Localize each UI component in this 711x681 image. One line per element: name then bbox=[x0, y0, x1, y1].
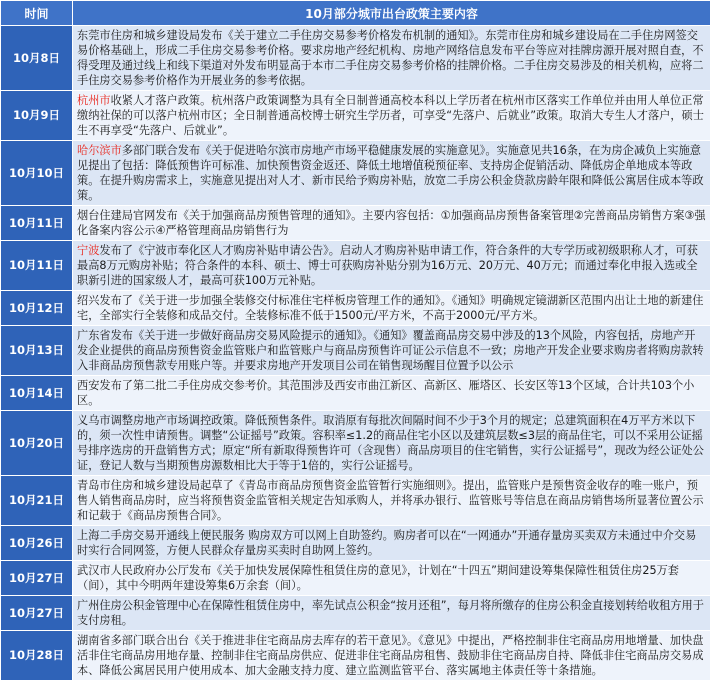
row-text-block bbox=[77, 633, 706, 678]
row-text: 西安发布了第二批二手住房成交参考价。其范围涉及西安市曲江新区、高新区、雁塔区、长安区等13个区域，合计共103个小区。 bbox=[77, 379, 695, 407]
row-date: 10月9日 bbox=[1, 91, 73, 141]
row-content bbox=[73, 476, 711, 526]
row-text: 烟台住建局官网发布《关于加强商品房预售管理的通知》。主要内容包括：①加强商品房预售备案管理②完善商品房销售方案③强化备案内容公示④严格管理商品房销售行为 bbox=[77, 209, 706, 237]
row-date: 10月11日 bbox=[1, 206, 73, 241]
row-text-block bbox=[77, 563, 706, 593]
row-text-block bbox=[77, 328, 706, 373]
table-row bbox=[1, 206, 711, 241]
row-date: 10月27日 bbox=[1, 561, 73, 596]
row-text: 上海二手房交易开通线上便民服务 购房双方可以网上自助签约。购房者可以在“一网通办”开通存量房买卖双方未通过中介交易时实行合同网签，方便人民群众存量房买卖时自助网上签约。 bbox=[77, 529, 697, 557]
row-text: 东莞市住房和城乡建设局发布《关于建立二手住房交易参考价格发布机制的通知》。东莞市住房和城乡建设局在二手住房网签交易价格基础上，形成二手住房交易参考价格。要求房地产经纪机构、房地产网络信息发布平台等应对挂牌房源开展对照自查，不得受理及通过线上和线下渠道对外发布明显高于本市二手住房交易参考价格的挂牌价格。二手住房交易涉及的相关机构，应将二手住房交易参考价格作为开展业务的参考依据。 bbox=[77, 29, 704, 87]
row-text-block bbox=[77, 143, 706, 203]
header-content: 10月部分城市出台政策主要内容 bbox=[73, 1, 711, 26]
row-date: 10月21日 bbox=[1, 476, 73, 526]
row-text-block bbox=[77, 208, 706, 238]
row-content bbox=[73, 26, 711, 91]
table-row bbox=[1, 476, 711, 526]
row-content bbox=[73, 291, 711, 326]
row-text: 收紧人才落户政策。杭州落户政策调整为具有全日制普通高校本科以上学历者在杭州市区落实工作单位并由用人单位正常缴纳社保的可以落户杭州市区；全日制普通高校博士研究生学历者，可享受“先落户、后就业”政策。取消大专生人才落户，硕士生不再享受“先落户、后就业”。 bbox=[77, 94, 704, 137]
table-row bbox=[1, 91, 711, 141]
table-row bbox=[1, 631, 711, 681]
row-text: 多部门联合发布《关于促进哈尔滨市房地产市场平稳健康发展的实施意见》。实施意见共16条，在为房企减负上实施意见提出了包括：降低预售许可标准、加快预售资金返还、降低土地增值税预征率、支持房企促销活动、降低房企单地成本等政策。在提升购房需求上，实施意见提出对人才、新市民给予购房补贴，放宽二手房公积金贷款房龄年限和降低公寓居住成本等政策。 bbox=[77, 144, 704, 202]
row-text: 湖南省多部门联合出台《关于推进非住宅商品房去库存的若干意见》。《意见》中提出，严格控制非住宅商品房用地增量、加快盘活非住宅商品房用地存量、控制非住宅商品房供应、促进非住宅商品房租售、鼓励非住宅商品房自持、降低非住宅商品房交易成本、降低公寓居民用户使用成本、加大金融支持力度、建立监测监管平台、落实属地主体责任等十条措施。 bbox=[77, 634, 704, 677]
row-content bbox=[73, 326, 711, 376]
table-row bbox=[1, 141, 711, 206]
row-content bbox=[73, 206, 711, 241]
row-date: 10月11日 bbox=[1, 241, 73, 291]
table-header-row bbox=[1, 1, 711, 26]
table-row bbox=[1, 241, 711, 291]
table-row bbox=[1, 561, 711, 596]
table-row bbox=[1, 326, 711, 376]
row-date: 10月28日 bbox=[1, 631, 73, 681]
row-city: 宁波 bbox=[77, 244, 100, 257]
row-date: 10月13日 bbox=[1, 326, 73, 376]
row-text: 义乌市调整房地产市场调控政策。降低预售条件。取消原有每批次间隔时间不少于3个月的规定；总建筑面积在4万平方米以下的，须一次性申请预售。调整“公证摇号”政策。容积率≤1.2的商品住宅小区以及建筑层数≤3层的商品住宅，可以不采用公证摇号排序选房的开盘销售方式；原定“所有新取得预售许可（含现售）商品房项目的住宅销售，实行公证摇号”，现改为经公证处公证，登记人数与当期预售房源数相比大于等于1倍的，实行公证摇号。 bbox=[77, 414, 704, 472]
row-date: 10月12日 bbox=[1, 291, 73, 326]
row-content bbox=[73, 141, 711, 206]
row-text: 青岛市住房和城乡建设局起草了《青岛市商品房预售资金监管暂行实施细则》。提出，监管账户是预售资金收存的唯一账户，预售人销售商品房时，应当将预售资金监管相关规定告知承购人，并将承办银行、监管账号等信息在商品房销售场所显著位置公示和记载于《商品房预售合同》。 bbox=[77, 479, 704, 522]
row-content bbox=[73, 241, 711, 291]
row-text-block bbox=[77, 478, 706, 523]
row-text-block bbox=[77, 413, 706, 473]
row-text: 绍兴发布了《关于进一步加强全装修交付标准住宅样板房管理工作的通知》。《通知》明确规定镜湖新区范围内出让土地的新建住宅，全部实行全装修和成品交付。全装修标准不低于1500元/平方米，不高于2000元/平方米。 bbox=[77, 294, 704, 322]
row-content bbox=[73, 561, 711, 596]
table-row bbox=[1, 596, 711, 631]
row-text-block bbox=[77, 528, 706, 558]
table-body bbox=[1, 26, 711, 681]
row-text: 广州住房公积金管理中心在保障性租赁住房中，率先试点公积金“按月还租”，每月将所缴存的住房公积金直接划转给收租方用于支付房租。 bbox=[77, 599, 704, 627]
row-text: 武汉市人民政府办公厅发布《关于加快发展保障性租赁住房的意见》，计划在“十四五”期间建设筹集保障性租赁住房25万套（间），其中今明两年建设筹集6万余套（间）。 bbox=[77, 564, 679, 592]
row-text-block bbox=[77, 293, 706, 323]
row-content bbox=[73, 411, 711, 476]
row-text-block bbox=[77, 598, 706, 628]
row-content bbox=[73, 91, 711, 141]
row-date: 10月27日 bbox=[1, 596, 73, 631]
table-row bbox=[1, 376, 711, 411]
table-row bbox=[1, 526, 711, 561]
row-date: 10月14日 bbox=[1, 376, 73, 411]
table-row bbox=[1, 411, 711, 476]
header-date: 时间 bbox=[1, 1, 73, 26]
row-city: 哈尔滨市 bbox=[77, 144, 122, 157]
row-text: 广东省发布《关于进一步做好商品房交易风险提示的通知》。《通知》覆盖商品房交易中涉及的13个风险，内容包括，房地产开发企业提供的商品房预售资金监管账户和监管账户与商品房预售许可证公示信息不一致；房地产开发企业要求购房者将购房款转入非商品房预售款专用账户等。并要求房地产开发项目公司在销售现场醒目位置予以公示 bbox=[77, 329, 704, 372]
row-content bbox=[73, 376, 711, 411]
row-date: 10月10日 bbox=[1, 141, 73, 206]
row-date: 10月20日 bbox=[1, 411, 73, 476]
table-row bbox=[1, 26, 711, 91]
row-text-block bbox=[77, 243, 706, 288]
row-city: 杭州市 bbox=[77, 94, 111, 107]
table-row bbox=[1, 291, 711, 326]
row-content bbox=[73, 596, 711, 631]
row-content bbox=[73, 631, 711, 681]
row-text-block bbox=[77, 93, 706, 138]
row-date: 10月8日 bbox=[1, 26, 73, 91]
row-date: 10月26日 bbox=[1, 526, 73, 561]
row-text-block bbox=[77, 28, 706, 88]
row-text-block bbox=[77, 378, 706, 408]
row-text: 发布了《宁波市奉化区人才购房补贴申请公告》。启动人才购房补贴申请工作，符合条件的大专学历或初级职称人才，可获最高8万元购房补贴；符合条件的本科、硕士、博士可获购房补贴分别为16万元、20万元、40万元；而通过奉化申报入选或全职新引进的国家级人才，最高可获100万元补贴。 bbox=[77, 244, 698, 287]
row-content bbox=[73, 526, 711, 561]
